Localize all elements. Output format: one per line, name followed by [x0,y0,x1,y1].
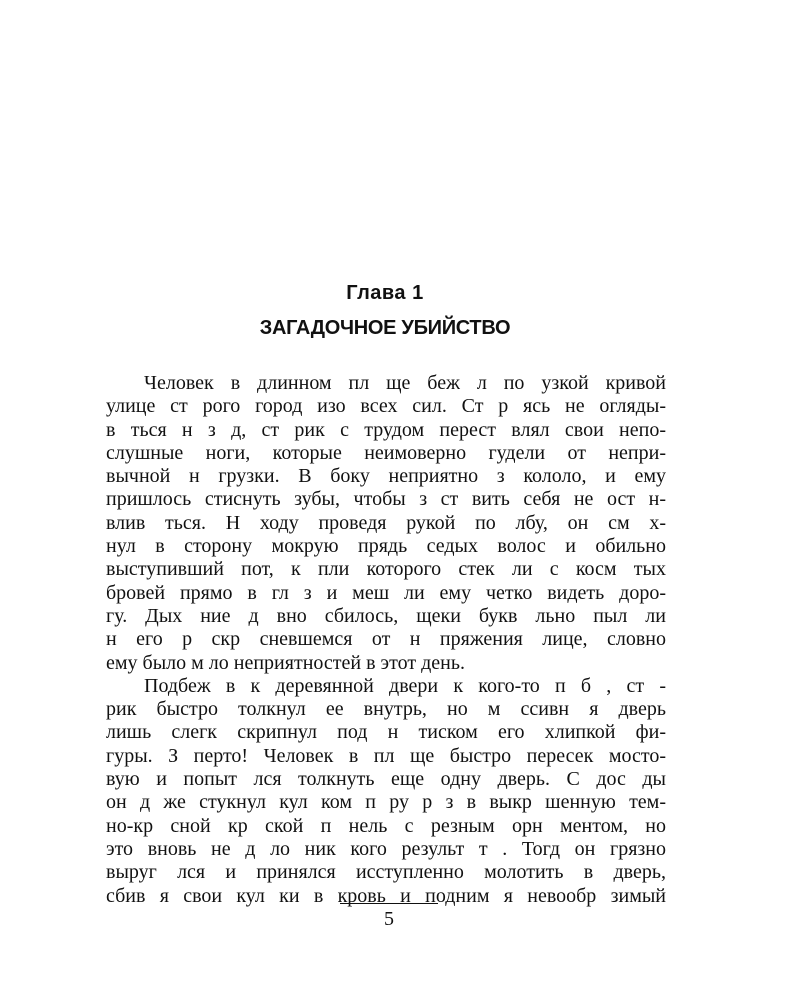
text-line: рик быстро толкнул ее внутрь, но м ссивн я дверь [106,698,666,721]
chapter-body-text [106,372,666,908]
text-line: вычной н грузки. В боку неприятно з кололо, и ему [106,465,666,488]
text-line: влив ться. Н ходу проведя рукой по лбу, он см х- [106,511,666,534]
text-line: он д же стукнул кул ком п ру р з в выкр шенную тем- [106,791,666,814]
page-number: 5 [384,908,394,930]
text-line: бровей прямо в гл з и меш ли ему четко видеть доро- [106,581,666,604]
text-line: вую и попыт лся толкнуть еще одну дверь. С дос ды [106,768,666,791]
text-line: Человек в длинном пл ще беж л по узкой кривой [144,372,666,394]
text-line: ему было м ло неприятностей в этот день. [106,651,465,674]
text-line: гуры. З перто! Человек в пл ще быстро пересек мосто- [106,744,666,767]
text-line: Подбеж в к деревянной двери к кого-то п б , ст - [144,674,666,697]
chapter-number: Глава 1 [346,282,424,304]
text-line: выступивший пот, к пли которого стек ли с косм тых [106,558,666,581]
text-line: сбив я свои кул ки в кровь и подним я невообр зимый [106,884,666,907]
text-line: улице ст рого город изо всех сил. Ст р ясь не огляды- [106,395,666,418]
chapter-title: ЗАГАДОЧНОЕ УБИЙСТВО [259,317,511,339]
text-line: пришлось стиснуть зубы, чтобы з ст вить себя не ост н- [106,488,666,511]
text-line: н его р скр сневшемся от н пряжения лице, словно [106,628,666,651]
text-line: лишь слегк скрипнул под н тиском его хлипкой фи- [106,721,666,744]
text-line: но-кр сной кр ской п нель с резным орн ментом, но [106,814,666,837]
text-line: нул в сторону мокрую прядь седых волос и обильно [106,535,666,558]
text-line: выруг лся и принялся исступленно молотить в дверь, [106,861,666,884]
text-line: это вновь не д ло ник кого результ т . Тогд он грязно [106,837,666,860]
text-line: в ться н з д, ст рик с трудом перест влял свои непо- [106,418,666,441]
footer-rule [340,903,438,904]
text-line: слушные ноги, которые неимоверно гудели от непри- [106,441,666,464]
text-line: гу. Дых ние д вно сбилось, щеки букв льно пыл ли [106,604,666,627]
